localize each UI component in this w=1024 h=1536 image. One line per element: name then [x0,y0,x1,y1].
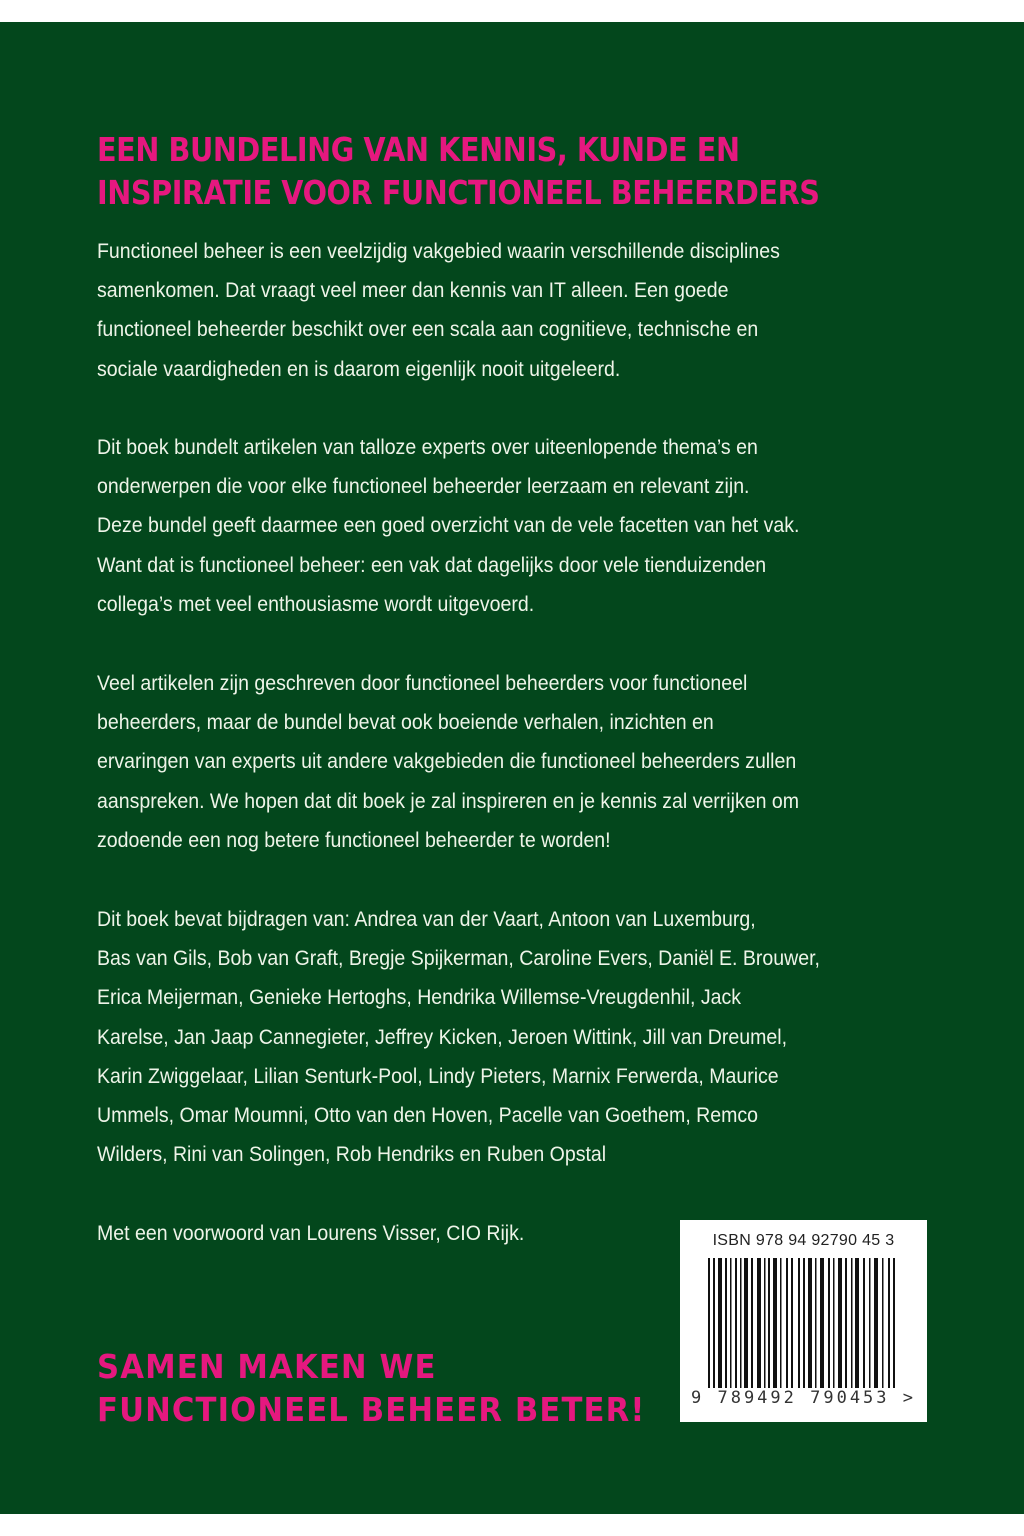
bottom-tagline [97,1345,645,1431]
book-back-cover [0,22,1024,1514]
barcode-digits [690,1388,920,1408]
text-line: Erica Meijerman, Genieke Hertoghs, Hendrika Willemse-Vreugdenhil, Jack [97,986,742,1010]
text-line: Deze bundel geeft daarmee een goed overzicht van de vele facetten van het vak. [97,514,800,538]
top-headline [97,128,820,214]
text-line: Veel artikelen zijn geschreven door functioneel beheerders voor functioneel [97,672,748,695]
text-line: Karin Zwiggelaar, Lilian Senturk-Pool, Lindy Pieters, Marnix Ferwerda, Maurice [97,1064,779,1088]
top-headline-line-1: EEN BUNDELING VAN KENNIS, KUNDE EN [97,130,740,169]
text-line: Want dat is functioneel beheer: een vak dat dagelijks door vele tienduizenden [97,553,767,577]
text-line: Bas van Gils, Bob van Graft, Bregje Spijkerman, Caroline Evers, Daniël E. Brouwer, [97,947,820,971]
text-line: onderwerpen die voor elke functioneel beheerder leerzaam en relevant zijn. [97,475,750,499]
paragraph-articles [97,664,937,860]
text-line: samenkomen. Dat vraagt veel meer dan kennis van IT alleen. Een goede [97,279,729,303]
tagline-line-1: SAMEN MAKEN WE [97,1347,437,1386]
text-line: Dit boek bevat bijdragen van: Andrea van der Vaart, Antoon van Luxemburg, [97,908,756,931]
isbn-barcode-box [680,1220,927,1422]
text-line: functioneel beheerder beschikt over een scala aan cognitieve, technische en [97,318,759,342]
paragraph-contributors [97,900,937,1174]
barcode-digits-text: 9 789492 790453 > [691,1388,916,1408]
text-line: beheerders, maar de bundel bevat ook boeiende verhalen, inzichten en [97,711,714,735]
text-line: Wilders, Rini van Solingen, Rob Hendriks en Ruben Opstal [97,1143,607,1167]
text-line: Ummels, Omar Moumni, Otto van den Hoven, Pacelle van Goethem, Remco [97,1104,759,1128]
text-line: collega’s met veel enthousiasme wordt uitgevoerd. [97,592,535,616]
text-line: aanspreken. We hopen dat dit boek je zal inspireren en je kennis zal verrijken om [97,789,800,813]
tagline-line-2: FUNCTIONEEL BEHEER BETER! [97,1390,646,1429]
isbn-label: ISBN 978 94 92790 45 3 [712,1232,895,1249]
text-line: zodoende een nog betere functioneel beheerder te worden! [97,828,611,852]
top-headline-line-2: INSPIRATIE VOOR FUNCTIONEEL BEHEERDERS [97,173,820,212]
text-line: ervaringen van experts uit andere vakgebieden die functioneel beheerders zullen [97,750,797,774]
text-line: Met een voorwoord van Lourens Visser, CIO Rijk. [97,1222,525,1245]
text-line: Functioneel beheer is een veelzijdig vakgebied waarin verschillende disciplines [97,240,780,263]
paragraph-about-book [97,428,937,624]
text-line: Dit boek bundelt artikelen van talloze experts over uiteenlopende thema’s en [97,436,758,459]
text-line: sociale vaardigheden en is daarom eigenlijk nooit uitgeleerd. [97,357,621,381]
paragraph-intro [97,232,937,389]
text-line: Karelse, Jan Jaap Cannegieter, Jeffrey Kicken, Jeroen Wittink, Jill van Dreumel, [97,1025,788,1049]
barcode-icon [708,1258,898,1408]
